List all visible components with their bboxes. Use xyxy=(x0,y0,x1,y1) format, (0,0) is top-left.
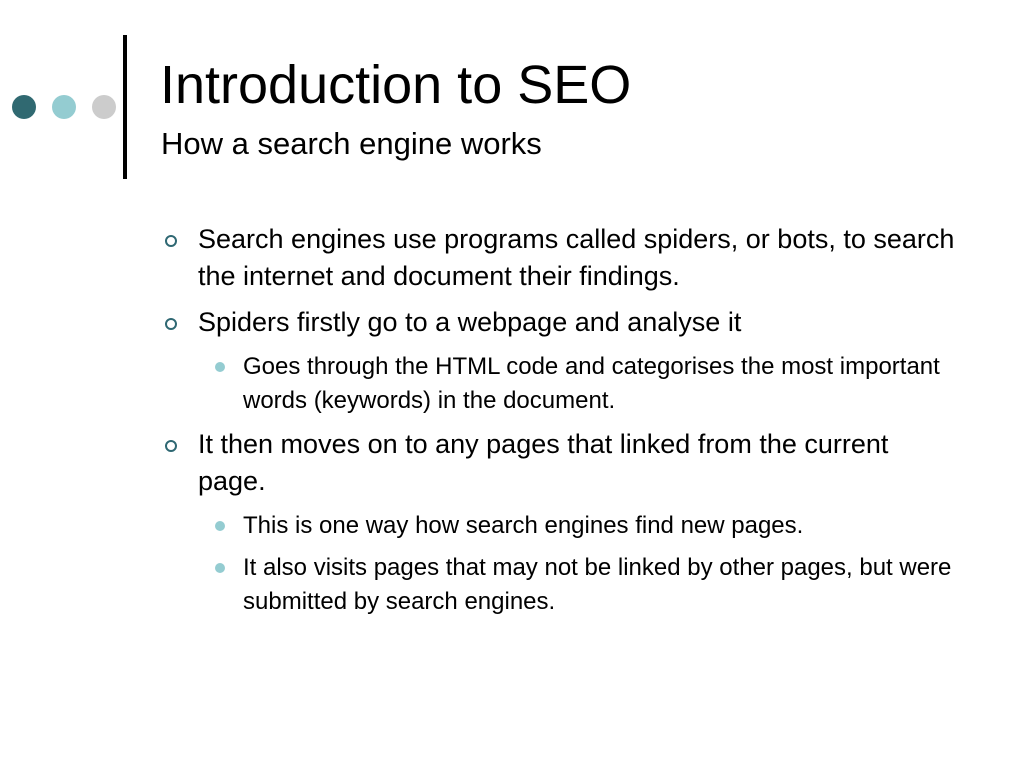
slide-title: Introduction to SEO xyxy=(160,55,632,115)
dot-bullet-icon xyxy=(215,563,225,573)
ring-bullet-icon xyxy=(165,440,177,452)
sub-bullet-item xyxy=(243,350,963,418)
bullet-item xyxy=(160,221,960,295)
dot-bullet-icon xyxy=(215,521,225,531)
dot-bullet-icon xyxy=(215,362,225,372)
bullet-text: It then moves on to any pages that linked from the current page. xyxy=(198,429,889,496)
slide-subtitle: How a search engine works xyxy=(161,126,542,161)
decorative-dot-dark xyxy=(12,95,36,119)
sub-bullet-item xyxy=(243,551,963,619)
title-divider xyxy=(123,35,127,179)
bullet-text: Spiders firstly go to a webpage and analyse it xyxy=(198,307,742,337)
bullet-list xyxy=(160,221,960,627)
decorative-dot-light xyxy=(92,95,116,119)
bullet-item xyxy=(160,426,960,500)
bullet-text: Search engines use programs called spiders, or bots, to search the internet and document their findings. xyxy=(198,224,955,291)
sub-bullet-text: Goes through the HTML code and categorises the most important words (keywords) in the document. xyxy=(243,353,940,414)
ring-bullet-icon xyxy=(165,318,177,330)
decorative-dot-mid xyxy=(52,95,76,119)
sub-bullet-text: It also visits pages that may not be linked by other pages, but were submitted by search engines. xyxy=(243,554,952,615)
bullet-item xyxy=(160,304,960,341)
sub-bullet-item xyxy=(243,509,963,543)
ring-bullet-icon xyxy=(165,235,177,247)
sub-bullet-text: This is one way how search engines find new pages. xyxy=(243,512,804,539)
